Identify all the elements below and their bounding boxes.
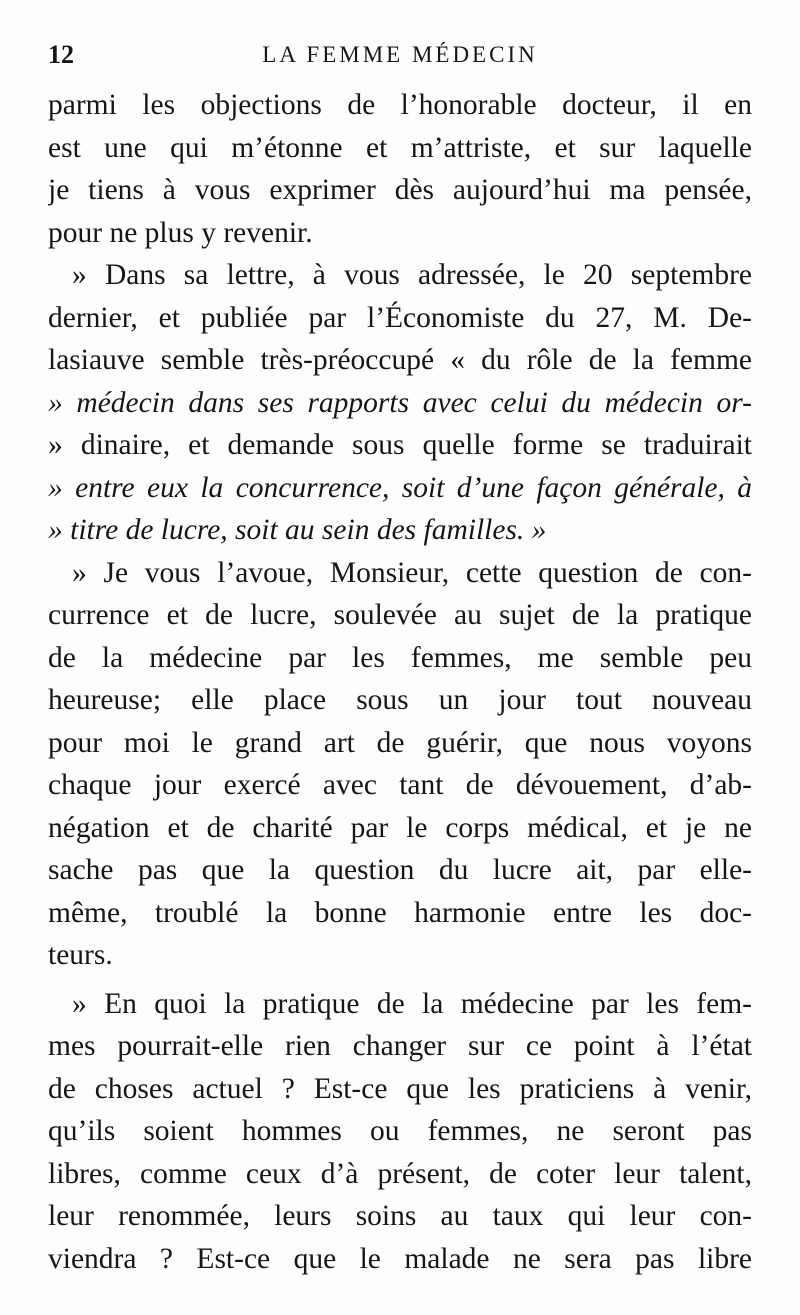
text-line: parmi les objections de l’honorable docteur, il en: [48, 89, 752, 121]
text-line: chaque jour exercé avec tant de dévouement, d’ab-: [48, 769, 752, 801]
text-line: même, troublé la bonne harmonie entre les doc-: [48, 896, 752, 929]
text-line: » En quoi la pratique de la médecine par les fem-: [72, 987, 752, 1020]
text-line: » Dans sa lettre, à vous adressée, le 20 septembre: [72, 259, 752, 291]
text-line: leur renommée, leurs soins au taux qui leur con-: [48, 1200, 752, 1232]
text-line: currence et de lucre, soulevée au sujet de la pratique: [48, 599, 752, 631]
text-line: » titre de lucre, soit au sein des familles. »: [48, 514, 547, 546]
text-line: je tiens à vous exprimer dès aujourd’hui ma pensée,: [48, 174, 752, 206]
text-line: pour ne plus y revenir.: [48, 216, 313, 249]
text-line: qu’ils soient hommes ou femmes, ne seront pas: [48, 1115, 752, 1147]
text-line: mes pourrait-elle rien changer sur ce point à l’état: [48, 1030, 752, 1062]
text-line: dernier, et publiée par l’Économiste du 27, M. De-: [48, 301, 752, 334]
text-line: de choses actuel ? Est-ce que les praticiens à venir,: [48, 1072, 752, 1105]
text-line: teurs.: [48, 939, 113, 971]
text-line: » dinaire, et demande sous quelle forme se traduirait: [48, 429, 752, 461]
text-line: pour moi le grand art de guérir, que nous voyons: [48, 726, 752, 759]
running-title: LA FEMME MÉDECIN: [262, 42, 538, 67]
running-head: [48, 36, 752, 76]
text-line: de la médecine par les femmes, me semble peu: [48, 641, 752, 674]
text-line: lasiauve semble très-préoccupé « du rôle de la femme: [48, 344, 752, 376]
text-line: » entre eux la concurrence, soit d’une façon générale, à: [48, 471, 752, 504]
text-line: » médecin dans ses rapports avec celui du médecin or-: [48, 386, 752, 419]
page-number: 12: [48, 40, 74, 69]
text-line: libres, comme ceux d’à présent, de coter leur talent,: [48, 1157, 752, 1190]
body-text: [48, 84, 752, 1280]
text-line: négation et de charité par le corps médical, et je ne: [48, 811, 752, 844]
text-line: sache pas que la question du lucre ait, par elle-: [48, 854, 752, 886]
text-line: » Je vous l’avoue, Monsieur, cette question de con-: [72, 556, 752, 589]
text-line: heureuse; elle place sous un jour tout nouveau: [48, 684, 752, 716]
text-line: viendra ? Est-ce que le malade ne sera pas libre: [48, 1242, 752, 1275]
text-line: est une qui m’étonne et m’attriste, et sur laquelle: [48, 131, 752, 164]
